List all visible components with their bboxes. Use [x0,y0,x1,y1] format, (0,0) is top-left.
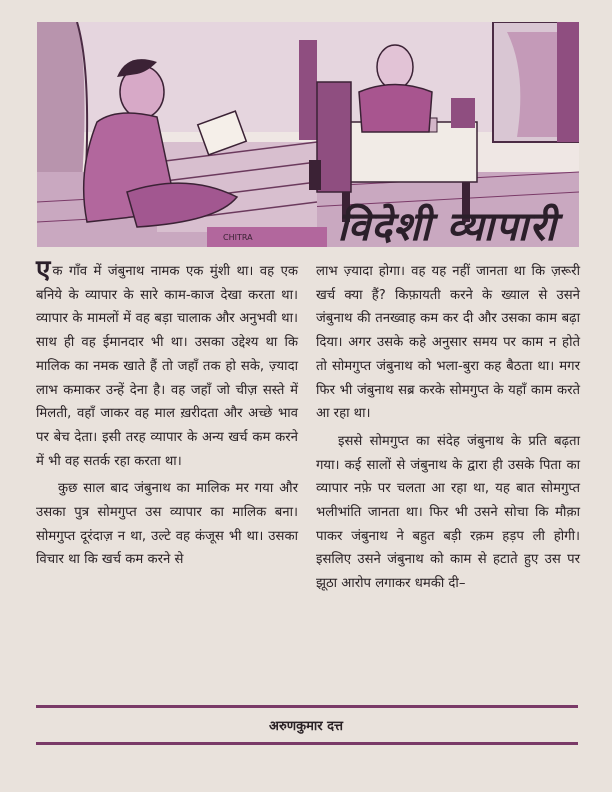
top-divider [36,705,578,708]
bottom-divider [36,742,578,745]
author-byline: अरुणकुमार दत्त [269,719,343,734]
right-column [316,260,580,596]
right-paragraph-2: इससे सोमगुप्त का संदेह जंबुनाथ के प्रति बढ़ता गया। कई सालों से जंबुनाथ के द्वारा ही उसके पिता का व्यापार नफ़े पर चलता आ रहा था, यह बात सोमगुप्त भलीभांति जानता था। फिर भी उसने सोचा कि मौक़ा पाकर जंबुनाथ ने बहुत बड़ी रक़म हड़प ली होगी। इसलिए उसने जंबुनाथ को काम से हटाते हुए उस पर झूठा आरोप लगाकर धमकी दी– [316,433,580,592]
left-paragraph-1 [36,255,298,473]
drop-cap: ए [36,255,51,285]
left-column [36,255,298,572]
illustration-signature: CHITRA [223,233,253,242]
right-paragraph-1: लाभ ज़्यादा होगा। वह यह नहीं जानता था कि ज़रूरी खर्च क्या हैं? किफ़ायती करने के ख्याल से उसने जंबुनाथ की तनख्वाह कम कर दी और उसका काम बढ़ा दिया। अगर उसके कहे अनुसार समय पर काम न होते तो सोमगुप्त जंबुनाथ को भला-बुरा कह बैठता था। मगर फिर भी जंबुनाथ सब्र करके सोमगुप्त के यहाँ काम करते आ रहा था। [316,264,580,422]
left-paragraph-1-text: क गाँव में जंबुनाथ नामक एक मुंशी था। वह एक बनिये के व्यापार के सारे काम-काज देखा करता था। व्यापार के मामलों में वह बड़ा चालाक और अनुभवी था। साथ ही वह ईमानदार भी था। उसका उद्देश्य था कि मालिक का नमक खाते हैं तो जहाँ तक हो सके, ज़्यादा लाभ कमाकर उन्हें देना है। वह जहाँ जो चीज़ सस्ते में मिलती, वहाँ जाकर वह माल ख़रीदता और अच्छे भाव पर बेच देता। इसी तरह व्यापार के अन्य खर्च कम करने में भी वह सतर्क रहा करता था। [36,264,298,469]
left-paragraph-2: कुछ साल बाद जंबुनाथ का मालिक मर गया और उसका पुत्र सोमगुप्त उस व्यापार का मालिक बना। सोमगुप्त दूरंदाज़ न था, उल्टे वह कंजूस भी था। उसका विचार था कि खर्च कम करने से [36,481,298,568]
story-title: विदेशी व्यापारी [337,202,557,250]
